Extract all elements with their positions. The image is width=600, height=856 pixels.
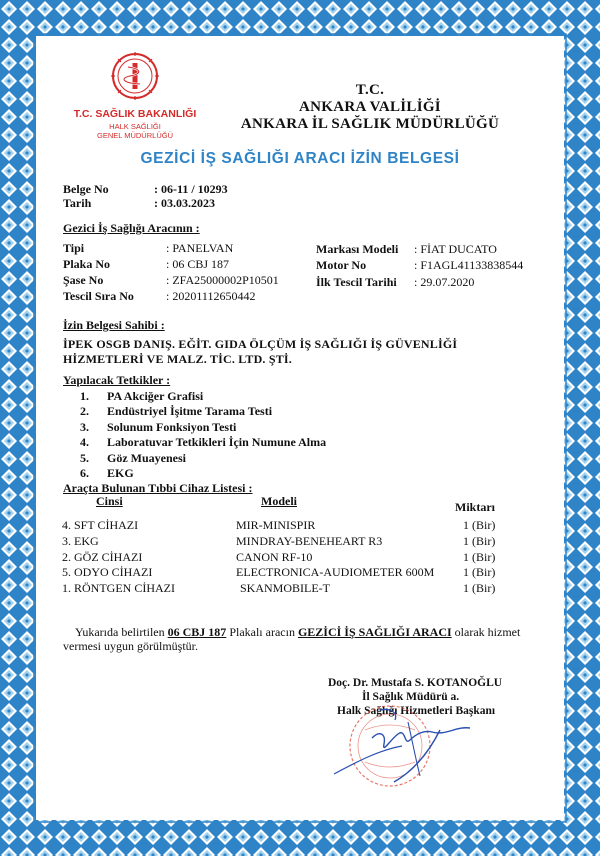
- tarih-value: : 03.03.2023: [154, 196, 215, 210]
- devices-section-title: Araçta Bulunan Tıbbi Cihaz Listesi :: [63, 481, 253, 495]
- signature-and-stamp-icon: [320, 700, 520, 810]
- test-item-label: EKG: [107, 466, 134, 480]
- statement-line2: vermesi uygun görülmüştür.: [63, 639, 198, 653]
- device-quantity-cell: 1 (Bir): [463, 581, 496, 596]
- device-quantity-cell: 1 (Bir): [463, 565, 496, 580]
- tarih-label: Tarih: [63, 196, 92, 210]
- motor-value: : F1AGL41133838544: [414, 258, 524, 272]
- owner-line2: HİZMETLERİ VE MALZ. TİC. LTD. ŞTİ.: [63, 352, 292, 366]
- statement-plate: 06 CBJ 187: [167, 625, 227, 639]
- statement-part2: Plakalı aracın: [226, 625, 298, 639]
- devices-header-modeli: Modeli: [261, 494, 297, 508]
- device-quantity-cell: 1 (Bir): [463, 549, 496, 564]
- tipi-value: : PANELVAN: [166, 241, 234, 255]
- tipi-label: Tipi: [63, 241, 85, 255]
- device-quantity-cell: 1 (Bir): [463, 533, 496, 548]
- marka-label: Markası Modeli: [316, 242, 399, 256]
- owner-line1: İPEK OSGB DANIŞ. EĞİT. GIDA ÖLÇÜM İŞ SAĞLIĞI İŞ GÜVENLİĞİ: [63, 337, 458, 351]
- device-type-cell: 3. EKG: [62, 533, 99, 548]
- test-item-label: Solunum Fonksiyon Testi: [107, 419, 237, 434]
- plaka-label: Plaka No: [63, 257, 111, 271]
- owner-section-title: İzin Belgesi Sahibi :: [63, 318, 165, 332]
- device-type-cell: 5. ODYO CİHAZI: [62, 565, 153, 580]
- test-item-number: 3.: [80, 419, 89, 434]
- tescil-sira-label: Tescil Sıra No: [63, 289, 134, 303]
- signatory-name: Doç. Dr. Mustafa S. KOTANOĞLU: [328, 677, 503, 689]
- device-model-cell: MINDRAY-BENEHEART R3: [236, 533, 383, 548]
- logo-line3: GENEL MÜDÜRLÜĞÜ: [97, 131, 173, 140]
- device-model-cell: ELECTRONICA-AUDIOMETER 600M: [236, 565, 435, 580]
- test-item-label: Göz Muayenesi: [107, 450, 186, 465]
- statement-line1: [75, 625, 520, 640]
- logo-line2: HALK SAĞLIĞI: [109, 122, 161, 131]
- ilk-tescil-value: : 29.07.2020: [414, 275, 475, 289]
- document-title: GEZİCİ İŞ SAĞLIĞI ARACI İZİN BELGESİ: [140, 150, 460, 167]
- device-type-cell: 2. GÖZ CİHAZI: [62, 549, 143, 564]
- device-type-cell: 1. RÖNTGEN CİHAZI: [62, 581, 175, 596]
- device-model-cell: SKANMOBILE-T: [240, 581, 330, 596]
- test-item-number: 6.: [80, 466, 89, 480]
- devices-header-miktari: Miktarı: [455, 500, 495, 514]
- test-item-number: 2.: [80, 404, 89, 419]
- ministry-logo: [70, 50, 200, 145]
- test-item-number: 5.: [80, 450, 89, 465]
- vehicle-section-title: Gezici İş Sağlığı Aracının :: [63, 221, 200, 235]
- sase-label: Şase No: [63, 273, 104, 287]
- header-line1: T.C.: [355, 82, 385, 98]
- test-item-label: PA Akciğer Grafisi: [107, 389, 204, 403]
- device-quantity-cell: 1 (Bir): [463, 518, 496, 532]
- tescil-sira-value: : 20201112650442: [166, 289, 256, 303]
- header-line2: ANKARA VALİLİĞİ: [299, 99, 441, 115]
- test-item-label: Laboratuvar Tetkikleri İçin Numune Alma: [107, 435, 327, 450]
- belge-no-value: : 06-11 / 10293: [154, 182, 228, 196]
- test-item-number: 4.: [80, 435, 89, 450]
- device-model-cell: CANON RF-10: [236, 549, 313, 564]
- test-item-label: Endüstriyel İşitme Tarama Testi: [107, 404, 273, 419]
- belge-no-label: Belge No: [63, 182, 109, 196]
- ilk-tescil-label: İlk Tescil Tarihi: [316, 275, 397, 289]
- statement-part3: olarak hizmet: [451, 625, 521, 639]
- motor-label: Motor No: [316, 258, 367, 272]
- logo-line1: T.C. SAĞLIK BAKANLIĞI: [73, 108, 197, 120]
- ministry-emblem-icon: [70, 50, 200, 110]
- header-line3: ANKARA İL SAĞLIK MÜDÜRLÜĞÜ: [240, 116, 500, 132]
- statement-vehicle: GEZİCİ İŞ SAĞLIĞI ARACI: [297, 625, 452, 639]
- statement-part1: Yukarıda belirtilen: [75, 625, 168, 639]
- sase-value: : ZFA25000002P10501: [166, 273, 279, 287]
- device-model-cell: MIR-MINISPIR: [236, 518, 316, 532]
- plaka-value: : 06 CBJ 187: [166, 257, 230, 271]
- devices-header-cinsi: Cinsi: [96, 494, 123, 508]
- test-item-number: 1.: [80, 389, 89, 403]
- tests-section-title: Yapılacak Tetkikler :: [63, 373, 171, 387]
- signatory-title2: Halk Sağlığı Hizmetleri Başkanı: [337, 705, 496, 717]
- marka-value: : FİAT DUCATO: [414, 242, 497, 256]
- device-type-cell: 4. SFT CİHAZI: [62, 518, 139, 532]
- signatory-title1: İl Sağlık Müdürü a.: [362, 691, 460, 703]
